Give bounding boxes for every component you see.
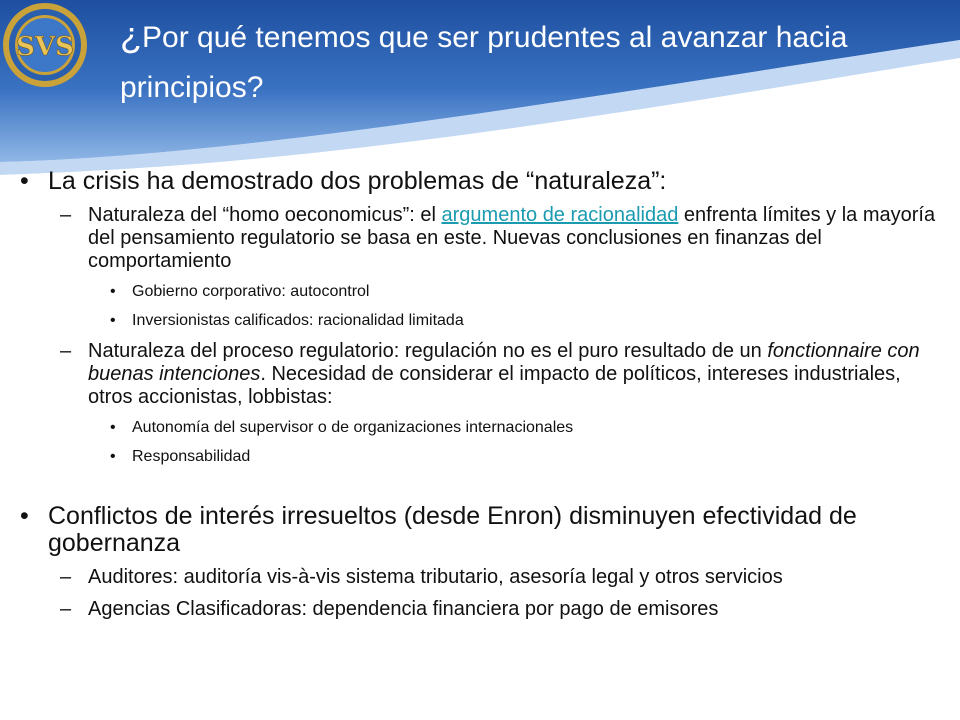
slide-header [0, 0, 960, 175]
svs-logo [0, 0, 90, 90]
sub-bullet-homo-oeconomicus: – Naturaleza del “homo oeconomicus”: el argumento de racionalidad enfrenta límites y la mayoría del pensamiento regulatorio se basa en este. Nuevas conclusiones en finanzas del comportamiento [60, 204, 936, 272]
bullet-icon: • [20, 502, 29, 530]
dash-icon: – [60, 598, 72, 620]
dash-icon: – [60, 204, 72, 226]
dash-icon: – [60, 340, 72, 362]
bullet-crisis-problems: • La crisis ha demostrado dos problemas de “naturaleza”: [20, 167, 667, 195]
sub-sub-bullet-inversionistas: • Inversionistas calificados: racionalidad limitada [110, 312, 464, 329]
sub-bullet-agencias-clasificadoras: – Agencias Clasificadoras: dependencia financiera por pago de emisores [60, 598, 719, 620]
sub-sub-bullet-autonomia: • Autonomía del supervisor o de organizaciones internacionales [110, 419, 574, 436]
sub-sub-bullet-responsabilidad: • Responsabilidad [110, 448, 251, 465]
svg-text:SVS: SVS [16, 32, 74, 62]
bullet-icon: • [20, 167, 29, 195]
dash-icon: – [60, 566, 72, 588]
sub-bullet-auditores: – Auditores: auditoría vis-à-vis sistema tributario, asesoría legal y otros servicios [60, 566, 783, 588]
bullet-conflictos-interes: • Conflictos de interés irresueltos (desde Enron) disminuyen efectividad de gobernanza [20, 502, 857, 557]
sub-bullet-proceso-regulatorio: – Naturaleza del proceso regulatorio: regulación no es el puro resultado de un fonctionnaire con buenas intenciones. Necesidad de considerar el impacto de políticos, intereses industriales, otros accionistas, lobbistas: [60, 340, 920, 408]
bullet-icon: • [110, 283, 116, 300]
bullet-icon: • [110, 312, 116, 329]
bullet-icon: • [110, 419, 116, 436]
title-text: Por qué tenemos que ser prudentes al avanzar hacia principios? [120, 21, 848, 104]
link-argumento-racionalidad[interactable]: argumento de racionalidad [441, 204, 679, 226]
sub-sub-bullet-gobierno-corporativo: • Gobierno corporativo: autocontrol [110, 283, 370, 300]
bullet-icon: • [110, 448, 116, 465]
slide-body [0, 168, 960, 621]
slide-title [120, 10, 950, 113]
title-inverted-question-mark: ¿ [120, 14, 142, 55]
